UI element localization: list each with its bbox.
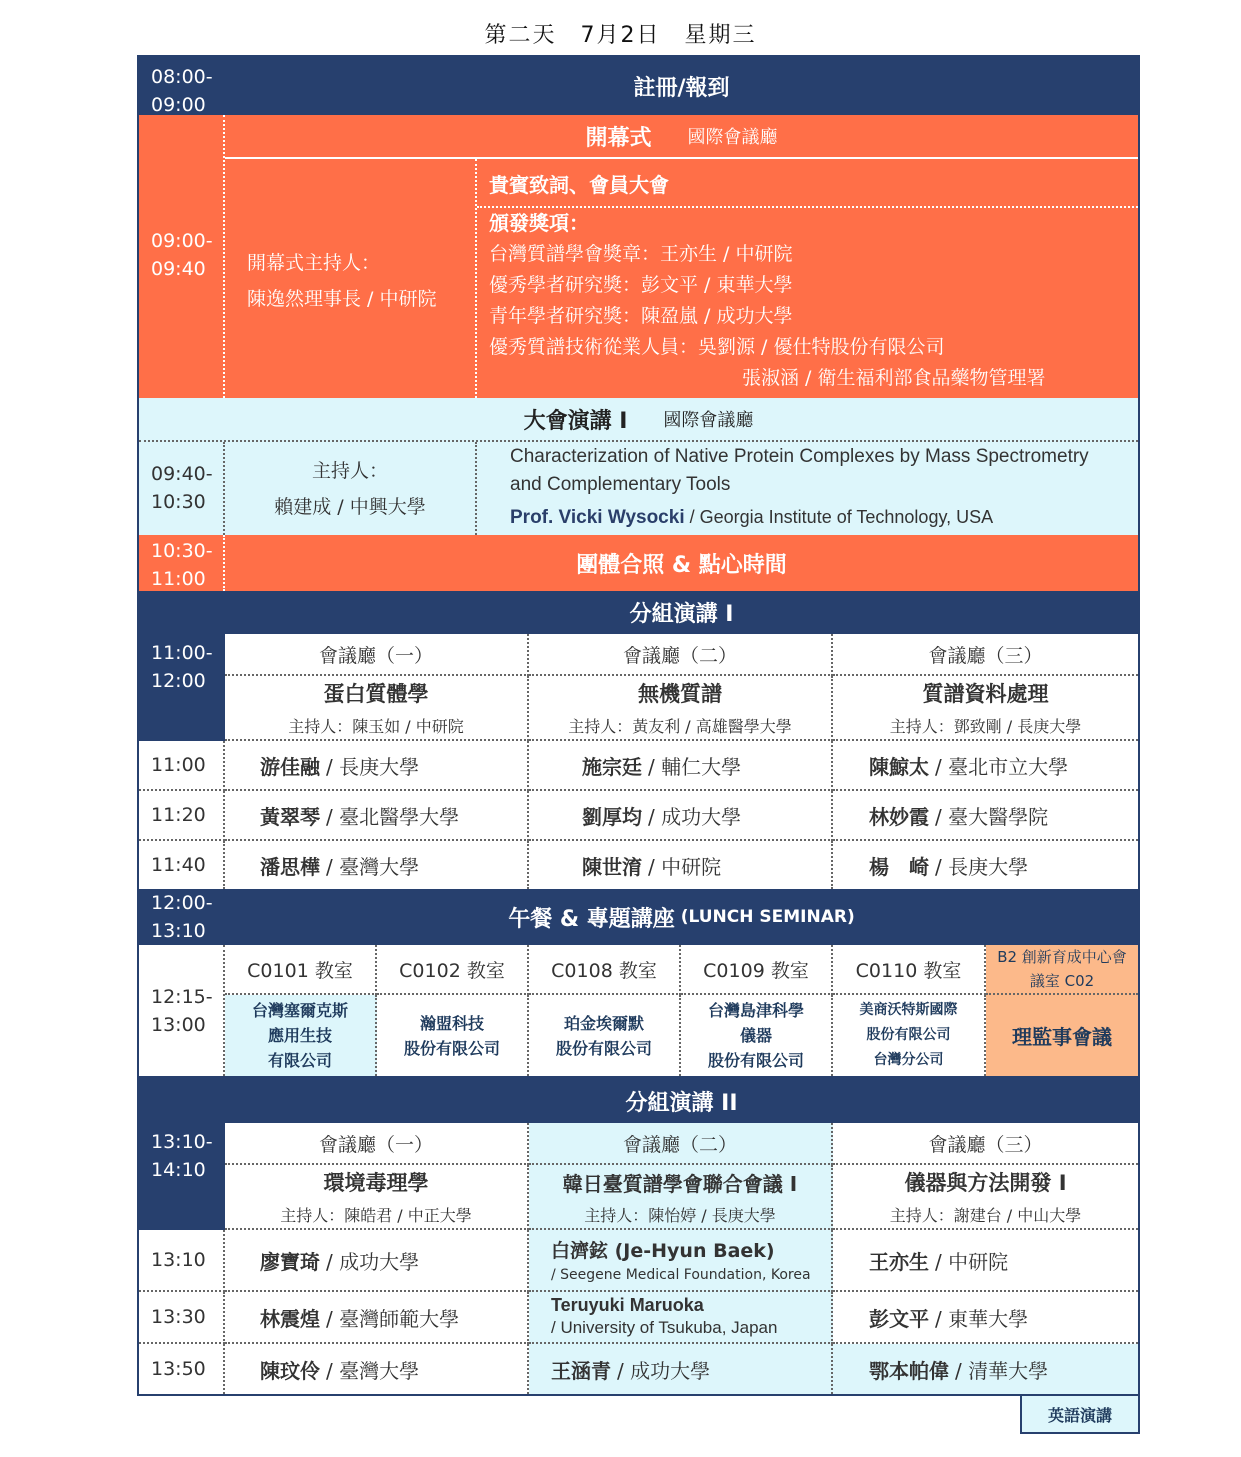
session2-topic-title: 儀器與方法開發 I bbox=[904, 1171, 1067, 1195]
legend-english-talk: 英語演講 bbox=[1020, 1396, 1140, 1434]
time-break: 10:30- 11:00 bbox=[139, 535, 225, 591]
time-session2: 13:10- 14:10 bbox=[139, 1080, 225, 1230]
speaker-name: 施宗廷 bbox=[582, 754, 642, 779]
plenary-venue: 國際會議廳 bbox=[663, 410, 754, 431]
speaker-name: Teruyuki Maruoka bbox=[551, 1295, 704, 1315]
talk-cell bbox=[529, 1344, 833, 1394]
talk-cell bbox=[833, 791, 1138, 841]
session1-topic-title: 無機質譜 bbox=[638, 682, 722, 706]
time-plenary: 09:40- 10:30 bbox=[139, 442, 225, 535]
slot-time: 11:20 bbox=[139, 791, 225, 841]
speaker-affiliation: / 中研院 bbox=[648, 854, 722, 879]
plenary-host-name: 賴建成 / 中興大學 bbox=[274, 495, 426, 518]
session1-topic-host: 主持人：黃友利 / 高雄醫學大學 bbox=[568, 717, 792, 736]
sponsor-cell: 台灣塞爾克斯 應用生技 有限公司 bbox=[225, 995, 377, 1076]
speaker-name: 楊 崎 bbox=[869, 854, 929, 879]
lunch-room: B2 創新育成中心會議室 C02 bbox=[986, 945, 1138, 995]
talk-cell bbox=[225, 841, 529, 889]
speaker-name: 鄂本帕偉 bbox=[869, 1358, 949, 1383]
lunch-header bbox=[225, 889, 1138, 945]
session1-topic-host: 主持人：鄧致剛 / 長庚大學 bbox=[889, 717, 1082, 736]
speaker-affiliation: / 清華大學 bbox=[955, 1358, 1049, 1383]
talk-cell bbox=[225, 1292, 529, 1344]
talk-cell bbox=[225, 1344, 529, 1394]
slot-time: 13:10 bbox=[139, 1230, 225, 1292]
slot-time: 13:50 bbox=[139, 1344, 225, 1394]
session2-topic-3 bbox=[833, 1165, 1138, 1230]
speaker-name: 黃翠琴 bbox=[260, 804, 320, 829]
session1-topic-3 bbox=[833, 676, 1138, 741]
speaker-affiliation: / 東華大學 bbox=[935, 1306, 1029, 1331]
session1-room-1: 會議廳（一） bbox=[225, 634, 529, 676]
speaker-name: 王涵青 bbox=[551, 1358, 611, 1383]
session2-room-1: 會議廳（一） bbox=[225, 1123, 529, 1165]
lunch-label: 午餐 & 專題講座 bbox=[508, 906, 675, 932]
board-meeting: 理監事會議 bbox=[986, 995, 1138, 1076]
talk-cell bbox=[833, 841, 1138, 889]
session2-room-2: 會議廳（二） bbox=[529, 1123, 833, 1165]
talk-cell bbox=[529, 791, 833, 841]
session1-room-2: 會議廳（二） bbox=[529, 634, 833, 676]
plenary-speaker: Prof. Vicki Wysocki bbox=[510, 507, 685, 528]
session1-topic-1 bbox=[225, 676, 529, 741]
slot-time: 13:30 bbox=[139, 1292, 225, 1344]
time-registration: 08:00- 09:00 bbox=[139, 57, 225, 115]
speaker-affiliation: / 成功大學 bbox=[617, 1358, 711, 1383]
slot-time: 11:00 bbox=[139, 741, 225, 791]
award-item: 優秀質譜技術從業人員：吳劉源 / 優仕特股份有限公司 bbox=[489, 336, 945, 358]
speaker-name: 廖寶琦 bbox=[260, 1249, 320, 1274]
opening-awards bbox=[477, 208, 1138, 398]
plenary-talk-title: Characterization of Native Protein Complexes by Mass Spectrometry and Complementary Tools bbox=[510, 446, 1089, 495]
lunch-room: C0109 教室 bbox=[681, 945, 833, 995]
talk-cell bbox=[225, 791, 529, 841]
opening-title: 開幕式 bbox=[585, 125, 652, 151]
time-session1: 11:00- 12:00 bbox=[139, 591, 225, 741]
session1-topic-title: 蛋白質體學 bbox=[323, 682, 429, 706]
plenary-talk bbox=[477, 442, 1138, 535]
sponsor-cell: 美商沃特斯國際 股份有限公司 台灣分公司 bbox=[833, 995, 986, 1076]
speaker-affiliation: / 長庚大學 bbox=[935, 854, 1029, 879]
session1-topic-host: 主持人：陳玉如 / 中研院 bbox=[288, 717, 464, 736]
session2-topic-host: 主持人：陳皓君 / 中正大學 bbox=[280, 1206, 472, 1225]
session2-topic-host: 主持人：謝建台 / 中山大學 bbox=[889, 1206, 1082, 1225]
speaker-name: 白濟鉉 (Je-Hyun Baek) bbox=[551, 1240, 775, 1262]
session2-topic-title: 韓日臺質譜學會聯合會議 I bbox=[562, 1171, 798, 1196]
speaker-affiliation: / 長庚大學 bbox=[326, 754, 420, 779]
speaker-affiliation: / 臺灣師範大學 bbox=[326, 1306, 460, 1331]
speaker-name: 陳世淯 bbox=[582, 854, 642, 879]
session2-topic-title: 環境毒理學 bbox=[323, 1171, 429, 1195]
sponsor-cell: 瀚盟科技 股份有限公司 bbox=[377, 995, 529, 1076]
lunch-room: C0101 教室 bbox=[225, 945, 377, 995]
opening-host bbox=[225, 159, 477, 398]
session2-topic-2 bbox=[529, 1165, 833, 1230]
speaker-affiliation: / 臺北醫學大學 bbox=[326, 804, 460, 829]
plenary-header bbox=[139, 398, 1138, 442]
registration-header: 註冊/報到 bbox=[225, 57, 1138, 115]
break-header: 團體合照 & 點心時間 bbox=[225, 535, 1138, 591]
speaker-name: 彭文平 bbox=[869, 1306, 929, 1331]
speaker-name: 林妙霞 bbox=[869, 804, 929, 829]
speaker-affiliation: / 臺大醫學院 bbox=[935, 804, 1049, 829]
speaker-affiliation: / University of Tsukuba, Japan bbox=[551, 1318, 778, 1337]
lunch-room: C0108 教室 bbox=[529, 945, 681, 995]
opening-venue: 國際會議廳 bbox=[687, 127, 778, 148]
award-item: 優秀學者研究獎：彭文平 / 東華大學 bbox=[489, 274, 793, 296]
speaker-name: 陳玟伶 bbox=[260, 1358, 320, 1383]
opening-speech: 貴賓致詞、會員大會 bbox=[477, 159, 1138, 208]
opening-header bbox=[225, 115, 1138, 159]
session1-header: 分組演講 I bbox=[225, 591, 1138, 634]
lunch-room: C0110 教室 bbox=[833, 945, 986, 995]
speaker-name: 劉厚均 bbox=[582, 804, 642, 829]
time-opening: 09:00- 09:40 bbox=[139, 115, 225, 398]
speaker-affiliation: / 輔仁大學 bbox=[648, 754, 742, 779]
time-lunch: 12:00- 13:10 bbox=[139, 889, 225, 945]
session1-topic-title: 質譜資料處理 bbox=[922, 682, 1049, 706]
lunch-label-en: (LUNCH SEMINAR) bbox=[680, 907, 855, 927]
session1-topic-2 bbox=[529, 676, 833, 741]
talk-cell bbox=[833, 1230, 1138, 1292]
session1-room-3: 會議廳（三） bbox=[833, 634, 1138, 676]
speaker-name: 潘思樺 bbox=[260, 854, 320, 879]
speaker-name: 林震煌 bbox=[260, 1306, 320, 1331]
talk-cell bbox=[225, 741, 529, 791]
speaker-name: 陳鯨太 bbox=[869, 754, 929, 779]
session2-room-3: 會議廳（三） bbox=[833, 1123, 1138, 1165]
award-item: 張淑涵 / 衛生福利部食品藥物管理署 bbox=[742, 367, 1046, 389]
talk-cell bbox=[529, 1230, 833, 1292]
page-title: 第二天 7月2日 星期三 bbox=[484, 23, 757, 48]
talk-cell bbox=[225, 1230, 529, 1292]
speaker-affiliation: / 臺北市立大學 bbox=[935, 754, 1069, 779]
sponsor-cell: 珀金埃爾默 股份有限公司 bbox=[529, 995, 681, 1076]
sponsor-cell: 台灣島津科學 儀器 股份有限公司 bbox=[681, 995, 833, 1076]
plenary-affiliation: / Georgia Institute of Technology, USA bbox=[689, 507, 994, 527]
talk-cell bbox=[833, 1344, 1138, 1394]
session2-topic-host: 主持人：陳怡婷 / 長庚大學 bbox=[584, 1205, 776, 1225]
opening-host-name: 陳逸然理事長 / 中研院 bbox=[247, 288, 437, 310]
speaker-affiliation: / 成功大學 bbox=[326, 1249, 420, 1274]
opening-host-label: 開幕式主持人： bbox=[247, 252, 381, 274]
lunch-room: C0102 教室 bbox=[377, 945, 529, 995]
talk-cell bbox=[833, 1292, 1138, 1344]
award-item: 青年學者研究獎：陳盈嵐 / 成功大學 bbox=[489, 305, 793, 327]
speaker-affiliation: / 成功大學 bbox=[648, 804, 742, 829]
talk-cell bbox=[833, 741, 1138, 791]
speaker-affiliation: / 中研院 bbox=[935, 1249, 1009, 1274]
speaker-affiliation: / 臺灣大學 bbox=[326, 1358, 420, 1383]
slot-time: 11:40 bbox=[139, 841, 225, 889]
talk-cell bbox=[529, 1292, 833, 1344]
plenary-host bbox=[225, 442, 477, 535]
plenary-host-label: 主持人： bbox=[311, 459, 388, 482]
speaker-affiliation: / Seegene Medical Foundation, Korea bbox=[551, 1267, 811, 1283]
session2-header: 分組演講 II bbox=[225, 1080, 1138, 1123]
award-item: 台灣質譜學會獎章：王亦生 / 中研院 bbox=[489, 243, 793, 265]
talk-cell bbox=[529, 841, 833, 889]
speaker-name: 游佳融 bbox=[260, 754, 320, 779]
awards-title: 頒發獎項： bbox=[489, 211, 589, 235]
speaker-affiliation: / 臺灣大學 bbox=[326, 854, 420, 879]
talk-cell bbox=[529, 741, 833, 791]
time-lunch-seminar: 12:15- 13:00 bbox=[139, 945, 225, 1076]
session2-topic-1 bbox=[225, 1165, 529, 1230]
speaker-name: 王亦生 bbox=[869, 1249, 929, 1274]
plenary-title: 大會演講 I bbox=[523, 408, 628, 434]
